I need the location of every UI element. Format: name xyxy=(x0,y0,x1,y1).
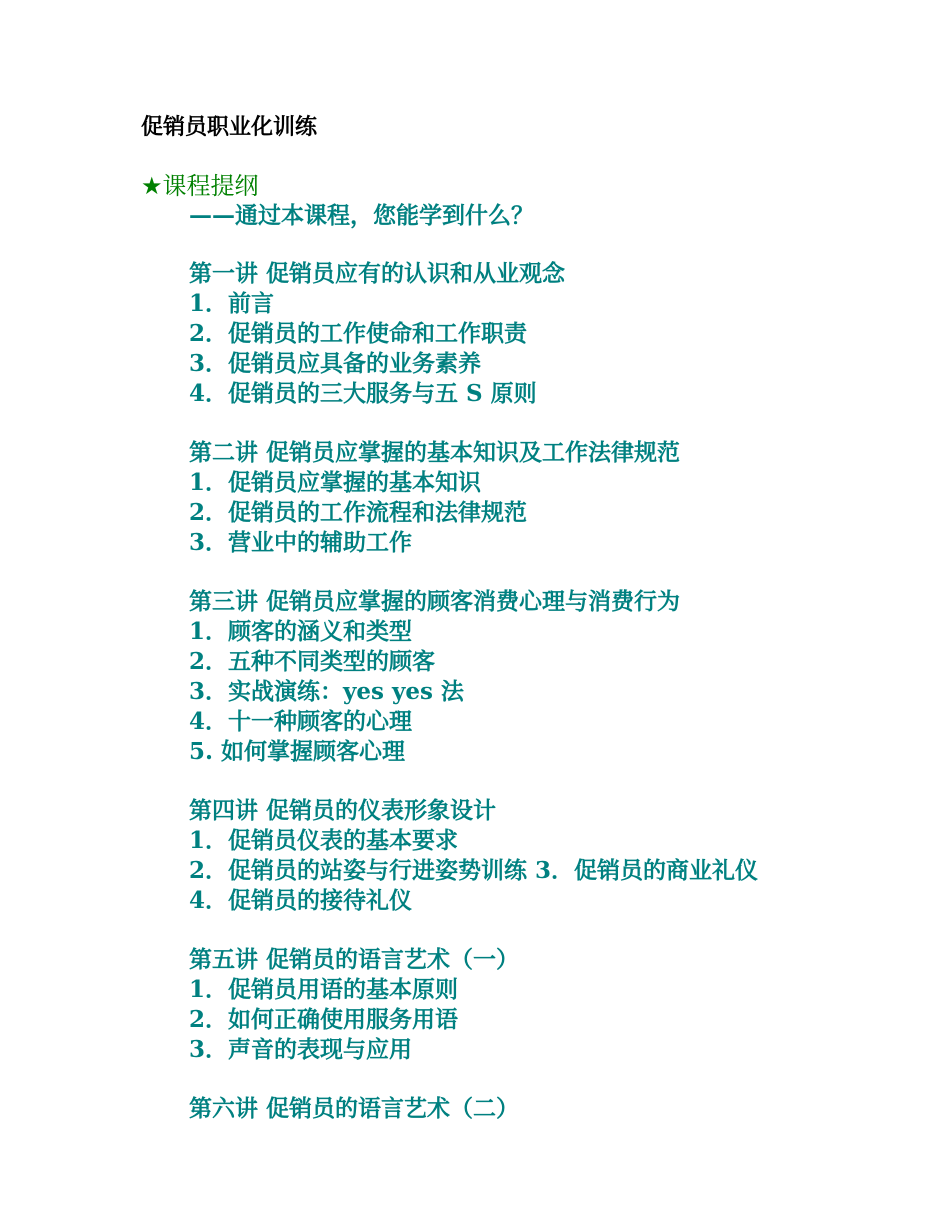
lecture-title: 第四讲 促销员的仪表形象设计 xyxy=(189,797,497,824)
lecture-item: 2．促销员的工作使命和工作职责 xyxy=(189,320,528,347)
lecture-title: 第二讲 促销员应掌握的基本知识及工作法律规范 xyxy=(189,439,681,466)
lecture-1 xyxy=(189,259,758,409)
lecture-item: 2．五种不同类型的顾客 xyxy=(189,648,436,675)
lecture-title: 第六讲 促销员的语言艺术（二） xyxy=(189,1095,520,1122)
lecture-item: 1．前言 xyxy=(189,290,275,317)
lecture-list xyxy=(189,259,758,1153)
lecture-item: 3．促销员应具备的业务素养 xyxy=(189,350,482,377)
course-outline-subtitle: ——通过本课程，您能学到什么？ xyxy=(189,202,534,229)
lecture-item: 2．如何正确使用服务用语 xyxy=(189,1006,459,1033)
lecture-title: 第五讲 促销员的语言艺术（一） xyxy=(189,946,520,973)
lecture-3 xyxy=(189,587,758,767)
lecture-item: 3．营业中的辅助工作 xyxy=(189,529,413,556)
lecture-item: 1．促销员应掌握的基本知识 xyxy=(189,469,482,496)
lecture-item: 3．声音的表现与应用 xyxy=(189,1036,413,1063)
lecture-item: 4．促销员的三大服务与五 S 原则 xyxy=(189,380,537,407)
lecture-item: 5. 如何掌握顾客心理 xyxy=(189,738,406,765)
lecture-item: 1．促销员仪表的基本要求 xyxy=(189,827,459,854)
lecture-6 xyxy=(189,1094,758,1124)
lecture-4 xyxy=(189,796,758,916)
lecture-title: 第一讲 促销员应有的认识和从业观念 xyxy=(189,260,566,287)
lecture-item: 3．实战演练：yes yes 法 xyxy=(189,678,464,705)
lecture-title: 第三讲 促销员应掌握的顾客消费心理与消费行为 xyxy=(189,588,681,615)
lecture-item: 1．顾客的涵义和类型 xyxy=(189,618,413,645)
course-outline-heading: ★课程提纲 xyxy=(141,172,259,200)
lecture-item: 2．促销员的工作流程和法律规范 xyxy=(189,499,528,526)
lecture-item: 4．促销员的接待礼仪 xyxy=(189,887,413,914)
lecture-item: 4．十一种顾客的心理 xyxy=(189,708,413,735)
lecture-5 xyxy=(189,945,758,1065)
lecture-item: 1．促销员用语的基本原则 xyxy=(189,976,459,1003)
lecture-item: 2．促销员的站姿与行进姿势训练 3．促销员的商业礼仪 xyxy=(189,857,759,884)
lecture-2 xyxy=(189,438,758,558)
document-title: 促销员职业化训练 xyxy=(141,115,318,140)
